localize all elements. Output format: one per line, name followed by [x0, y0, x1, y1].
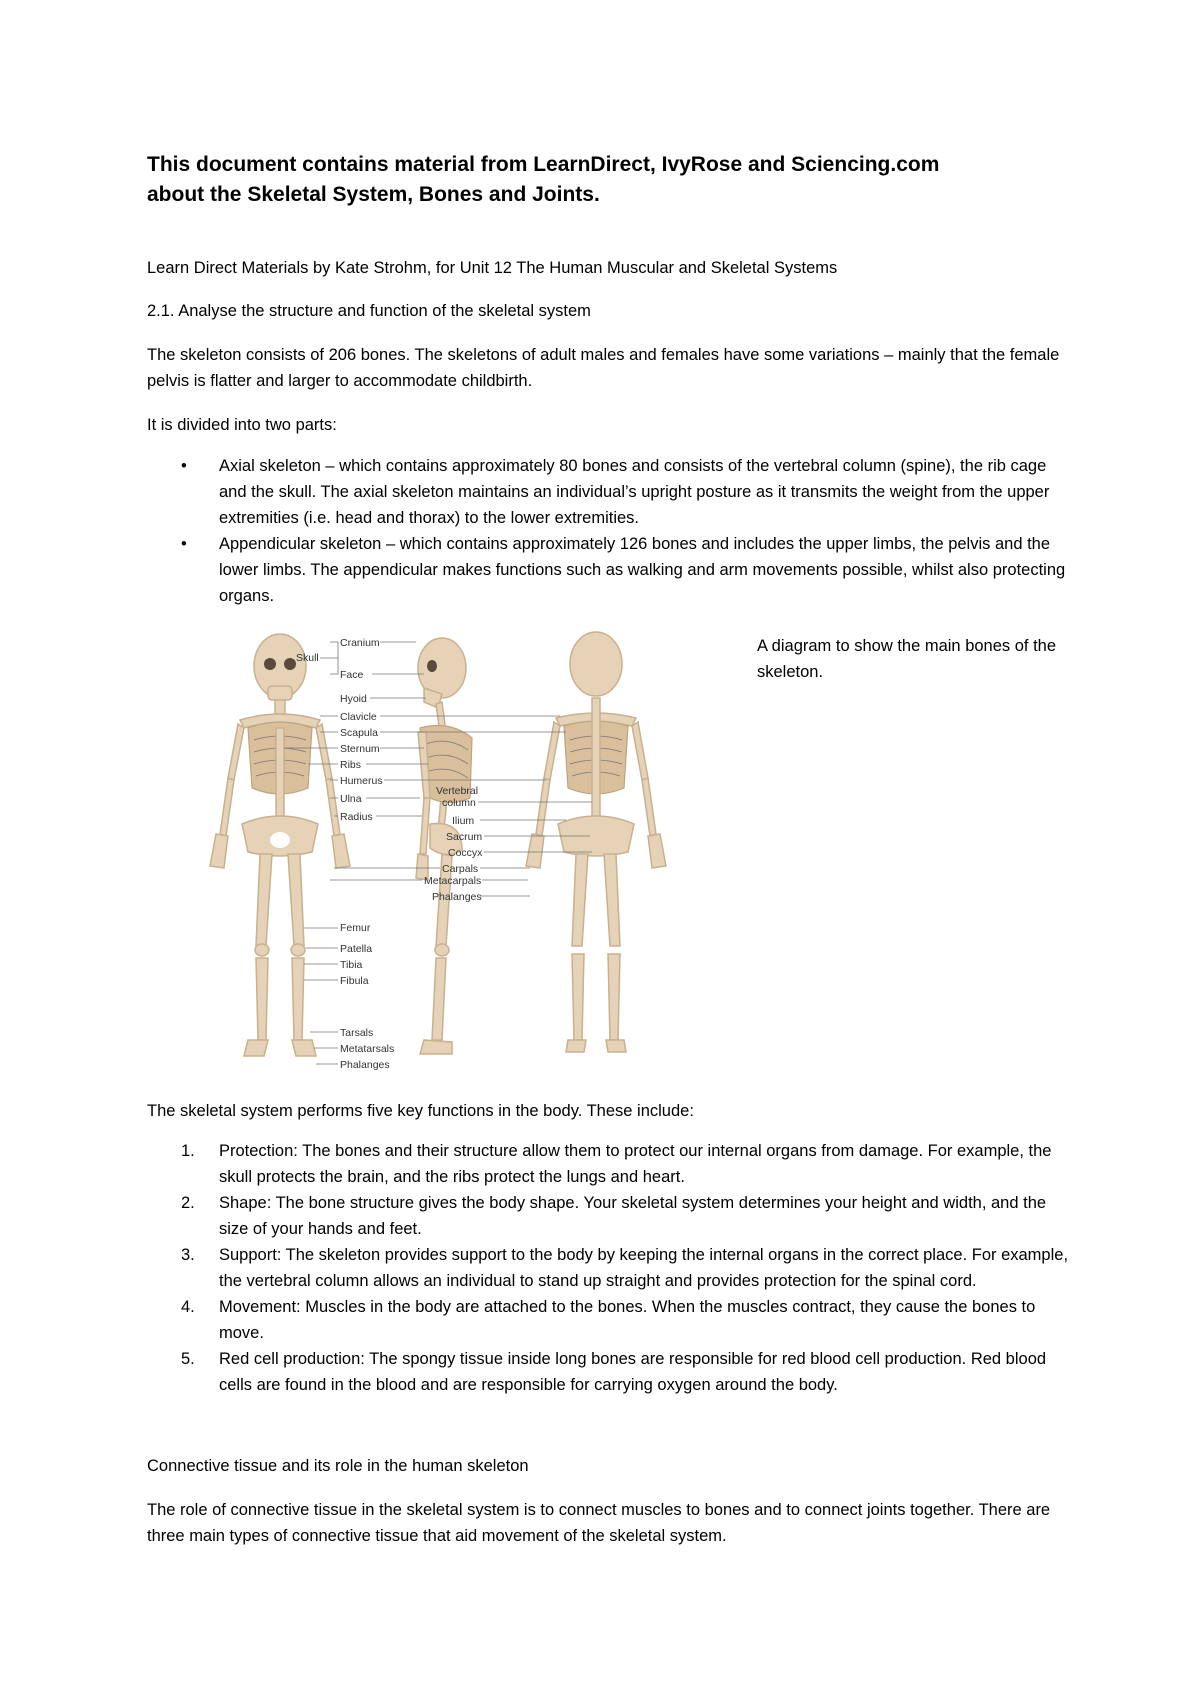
list-item-text: Axial skeleton – which contains approximately 80 bones and consists of the vertebral column (spine), the rib cage and the skull. The axial skeleton maintains an individual’s upright posture as it transmits the weight from the upper extremities (i.e. head and thorax) to the lower extremities.	[219, 457, 1050, 527]
title-line-1: This document contains material from LearnDirect, IvyRose and Sciencing.com	[147, 153, 940, 176]
intro-paragraph: The skeleton consists of 206 bones. The skeletons of adult males and females have some variations – mainly that the female pelvis is flatter and larger to accommodate childbirth.	[147, 346, 1060, 390]
skeleton-diagram	[180, 628, 710, 1090]
label-metacarpals: Metacarpals	[424, 875, 482, 887]
list-number: 4.	[181, 1298, 195, 1316]
skeleton-parts-list	[147, 453, 1077, 609]
label-ilium: Ilium	[452, 815, 475, 827]
label-skull: Skull	[296, 652, 319, 664]
label-hyoid: Hyoid	[340, 693, 367, 705]
back-skeleton	[526, 632, 666, 1052]
diagram-caption: A diagram to show the main bones of the skeleton.	[757, 637, 1057, 681]
list-item	[147, 1190, 1077, 1242]
label-fibula: Fibula	[340, 975, 369, 987]
side-skeleton	[416, 638, 475, 1054]
list-item	[147, 1346, 1077, 1398]
label-cranium: Cranium	[340, 637, 380, 649]
list-item-text: Red cell production: The spongy tissue inside long bones are responsible for red blood cell production. Red blood cells are found in the blood and are responsible for carrying oxygen around the body.	[219, 1350, 1047, 1394]
label-tarsals: Tarsals	[340, 1027, 374, 1039]
bullet-icon: •	[181, 535, 187, 553]
bullet-icon: •	[181, 457, 187, 475]
label-column: column	[442, 797, 476, 809]
label-sacrum: Sacrum	[446, 831, 483, 843]
list-item	[147, 531, 1077, 609]
connective-heading: Connective tissue and its role in the human skeleton	[147, 1457, 529, 1475]
label-femur: Femur	[340, 922, 371, 934]
label-vertebral: Vertebral	[436, 785, 479, 797]
list-number: 2.	[181, 1194, 195, 1212]
label-phalanges-foot: Phalanges	[340, 1059, 390, 1071]
list-item	[147, 1138, 1077, 1190]
document-title	[147, 150, 1127, 210]
section-heading: 2.1. Analyse the structure and function of the skeletal system	[147, 302, 591, 320]
label-ribs: Ribs	[340, 759, 362, 771]
label-radius: Radius	[340, 811, 373, 823]
list-number: 5.	[181, 1350, 195, 1368]
label-metatarsals: Metatarsals	[340, 1043, 395, 1055]
list-item-text: Support: The skeleton provides support to the body by keeping the internal organs in the correct place. For example, the vertebral column allows an individual to stand up straight and provides protection for the spinal cord.	[219, 1246, 1069, 1290]
label-patella: Patella	[340, 943, 373, 955]
functions-intro: The skeletal system performs five key functions in the body. These include:	[147, 1102, 694, 1120]
label-clavicle: Clavicle	[340, 711, 377, 723]
label-carpals: Carpals	[442, 863, 479, 875]
list-item-text: Shape: The bone structure gives the body shape. Your skeletal system determines your height and width, and the size of your hands and feet.	[219, 1194, 1047, 1238]
label-face: Face	[340, 669, 364, 681]
list-item	[147, 453, 1077, 531]
list-item-text: Protection: The bones and their structure allow them to protect our internal organs from damage. For example, the skull protects the brain, and the ribs protect the lungs and heart.	[219, 1142, 1052, 1186]
title-line-2: about the Skeletal System, Bones and Joints.	[147, 183, 600, 206]
label-sternum: Sternum	[340, 743, 380, 755]
label-scapula: Scapula	[340, 727, 378, 739]
connective-paragraph: The role of connective tissue in the skeletal system is to connect muscles to bones and to connect joints together. There are three main types of connective tissue that aid movement of the skeletal system.	[147, 1501, 1051, 1545]
source-line: Learn Direct Materials by Kate Strohm, for Unit 12 The Human Muscular and Skeletal Systems	[147, 259, 838, 277]
label-coccyx: Coccyx	[448, 847, 483, 859]
functions-list	[147, 1138, 1077, 1398]
label-phalanges-hand: Phalanges	[432, 891, 482, 903]
front-skeleton	[210, 634, 350, 1056]
list-item-text: Movement: Muscles in the body are attached to the bones. When the muscles contract, they cause the bones to move.	[219, 1298, 1036, 1342]
list-item	[147, 1242, 1077, 1294]
label-tibia: Tibia	[340, 959, 363, 971]
label-ulna: Ulna	[340, 793, 362, 805]
list-item	[147, 1294, 1077, 1346]
list-item-text: Appendicular skeleton – which contains approximately 126 bones and includes the upper limbs, the pelvis and the lower limbs. The appendicular makes functions such as walking and arm movements possible, whilst also protecting organs.	[219, 535, 1066, 605]
list-number: 3.	[181, 1246, 195, 1264]
list-number: 1.	[181, 1142, 195, 1160]
label-humerus: Humerus	[340, 775, 383, 787]
divided-line: It is divided into two parts:	[147, 416, 337, 434]
